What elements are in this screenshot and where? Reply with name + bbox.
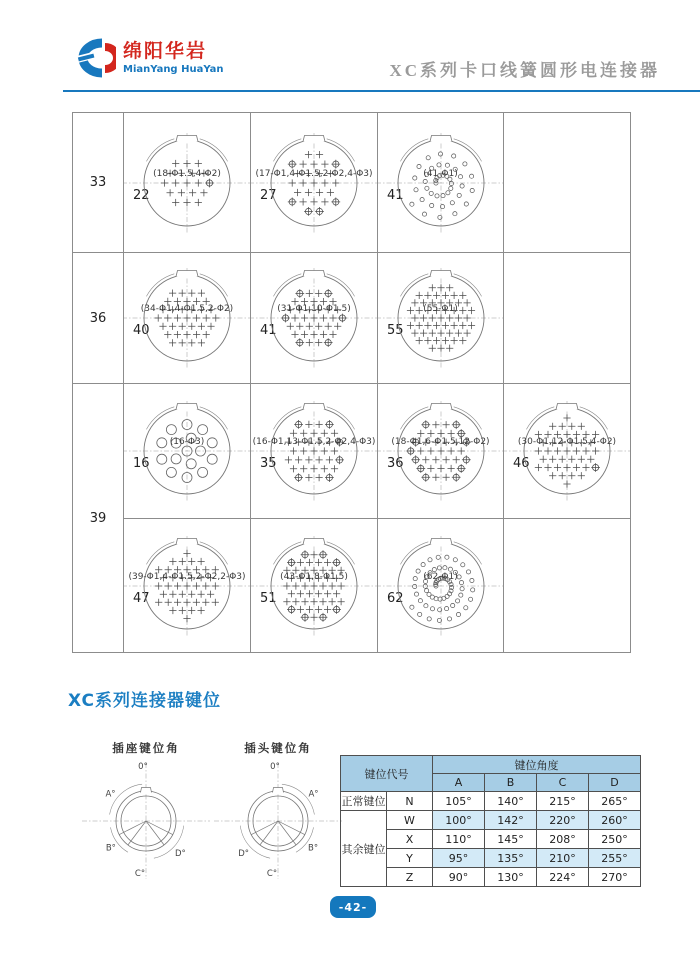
connector-diagram (124, 132, 251, 234)
key-group-label: 其余键位 (341, 811, 387, 887)
key-angle-value: 260° (589, 811, 641, 830)
key-angle-value: 90° (433, 868, 485, 887)
header-divider (63, 90, 700, 92)
contact-count-label: 51 (260, 590, 277, 606)
svg-text:C°: C° (134, 869, 146, 879)
connector-diagram (378, 535, 504, 637)
contact-arrangement-caption: (18-Φ1.5,4-Φ2) (153, 168, 221, 179)
connector-diagram (124, 535, 251, 637)
shell-size-row-label: 36 (73, 253, 124, 384)
key-angle-value: 265° (589, 792, 641, 811)
shell-size-row-label: 33 (73, 113, 124, 253)
connector-cell (251, 384, 378, 519)
socket-key-angle-diagram (80, 757, 212, 881)
key-angle-value: 224° (537, 868, 589, 887)
connector-diagram (378, 132, 504, 234)
contact-count-label: 16 (133, 456, 150, 471)
logo-text (123, 41, 224, 75)
key-code: Z (387, 868, 433, 887)
connector-cell (251, 253, 378, 384)
contact-arrangement-caption: (18-Φ1,6-Φ1.5,12-Φ2) (391, 437, 490, 447)
angle-column-header: A (433, 774, 485, 792)
empty-cell (504, 253, 631, 384)
plug-key-diagram-title: 插头键位角 (244, 741, 312, 755)
svg-text:A°: A° (308, 789, 319, 800)
key-angle-value: 130° (485, 868, 537, 887)
key-angle-value: 100° (433, 811, 485, 830)
key-angle-value: 255° (589, 849, 641, 868)
contact-count-label: 62 (387, 590, 404, 606)
svg-text:D°: D° (238, 849, 249, 860)
connector-cell (124, 113, 251, 253)
logo-name-en: MianYang HuaYan (123, 63, 224, 75)
connector-diagram (251, 267, 378, 369)
svg-text:0°: 0° (270, 762, 280, 772)
connector-cell (251, 519, 378, 653)
contact-count-label: 46 (513, 456, 530, 471)
key-angle-value: 220° (537, 811, 589, 830)
plug-key-diagram-block (212, 740, 344, 885)
empty-cell (504, 113, 631, 253)
key-code: N (387, 792, 433, 811)
contact-arrangement-caption: (41-Φ1) (423, 168, 458, 179)
contact-arrangement-caption: (43-Φ1,8-Φ1.5) (280, 571, 348, 582)
socket-key-diagram-title: 插座键位角 (112, 741, 180, 755)
contact-arrangement-caption: (16-Φ3) (169, 437, 205, 447)
connector-diagram (251, 535, 378, 637)
svg-text:D°: D° (175, 849, 186, 860)
plug-key-angle-diagram (212, 757, 344, 881)
connector-cell (378, 253, 504, 384)
key-angle-value: 105° (433, 792, 485, 811)
key-code-header: 键位代号 (341, 756, 433, 792)
connector-diagram (124, 400, 251, 502)
contact-arrangement-caption: (16-Φ1,13-Φ1.5,2-Φ2,4-Φ3) (252, 437, 376, 447)
key-angle-value: 110° (433, 830, 485, 849)
contact-count-label: 22 (133, 187, 150, 203)
key-angle-value: 210° (537, 849, 589, 868)
logo-icon (64, 36, 116, 80)
contact-arrangement-caption: (31-Φ1,10-Φ1.5) (277, 304, 351, 314)
contact-arrangement-caption: (55-Φ1) (423, 304, 458, 314)
logo-name-cn: 绵阳华岩 (123, 40, 208, 63)
key-angle-value: 140° (485, 792, 537, 811)
connector-diagram (124, 267, 251, 369)
connector-diagram (378, 267, 504, 369)
contact-count-label: 36 (387, 456, 404, 471)
contact-count-label: 41 (260, 323, 277, 338)
key-code: W (387, 811, 433, 830)
key-angle-value: 95° (433, 849, 485, 868)
key-angle-value: 250° (589, 830, 641, 849)
connector-cell (124, 253, 251, 384)
page-title: XC系列卡口线簧圆形电连接器 (389, 61, 660, 80)
key-code: Y (387, 849, 433, 868)
contact-count-label: 47 (133, 590, 150, 606)
connector-cell (378, 384, 504, 519)
key-group-label: 正常键位 (341, 792, 387, 811)
key-angle-table (340, 755, 641, 887)
contact-arrangement-caption: (62-Φ1) (423, 571, 458, 582)
company-logo (64, 36, 224, 80)
shell-size-row-label: 39 (73, 384, 124, 653)
svg-text:0°: 0° (138, 762, 148, 772)
key-angle-value: 142° (485, 811, 537, 830)
page-number-badge: -42- (330, 896, 376, 918)
svg-text:B°: B° (308, 843, 319, 854)
socket-key-diagram-block (80, 740, 212, 885)
connector-diagram (251, 400, 378, 502)
contact-arrangement-caption: (34-Φ1,4-Φ1.5,2-Φ2) (140, 304, 234, 314)
connector-cell (124, 519, 251, 653)
contact-count-label: 55 (387, 323, 404, 338)
connector-diagram (504, 400, 631, 502)
key-angle-value: 215° (537, 792, 589, 811)
key-angle-value: 135° (485, 849, 537, 868)
key-angle-header: 键位角度 (433, 756, 641, 774)
angle-column-header: B (485, 774, 537, 792)
connector-cell (251, 113, 378, 253)
section-title: XC系列连接器键位 (68, 691, 221, 711)
key-angle-value: 270° (589, 868, 641, 887)
connector-cell (504, 384, 631, 519)
empty-cell (504, 519, 631, 653)
key-angle-value: 145° (485, 830, 537, 849)
connector-diagram (378, 400, 504, 502)
connector-diagram (251, 132, 378, 234)
connector-arrangement-table (72, 112, 631, 653)
connector-cell (124, 384, 251, 519)
key-code: X (387, 830, 433, 849)
angle-column-header: D (589, 774, 641, 792)
connector-cell (378, 519, 504, 653)
angle-column-header: C (537, 774, 589, 792)
contact-arrangement-caption: (30-Φ1,12-Φ1.5,4-Φ2) (517, 437, 617, 447)
contact-arrangement-caption: (17-Φ1,4-Φ1.5,2-Φ2,4-Φ3) (255, 168, 373, 179)
contact-count-label: 35 (260, 456, 277, 471)
contact-count-label: 27 (260, 187, 277, 203)
svg-text:C°: C° (266, 869, 278, 879)
contact-count-label: 40 (133, 323, 150, 338)
contact-arrangement-caption: (39-Φ1,4-Φ1.5,2-Φ2,2-Φ3) (128, 571, 246, 582)
svg-text:B°: B° (105, 843, 116, 854)
key-angle-value: 208° (537, 830, 589, 849)
connector-cell (378, 113, 504, 253)
svg-text:A°: A° (105, 789, 116, 800)
contact-count-label: 41 (387, 187, 404, 203)
